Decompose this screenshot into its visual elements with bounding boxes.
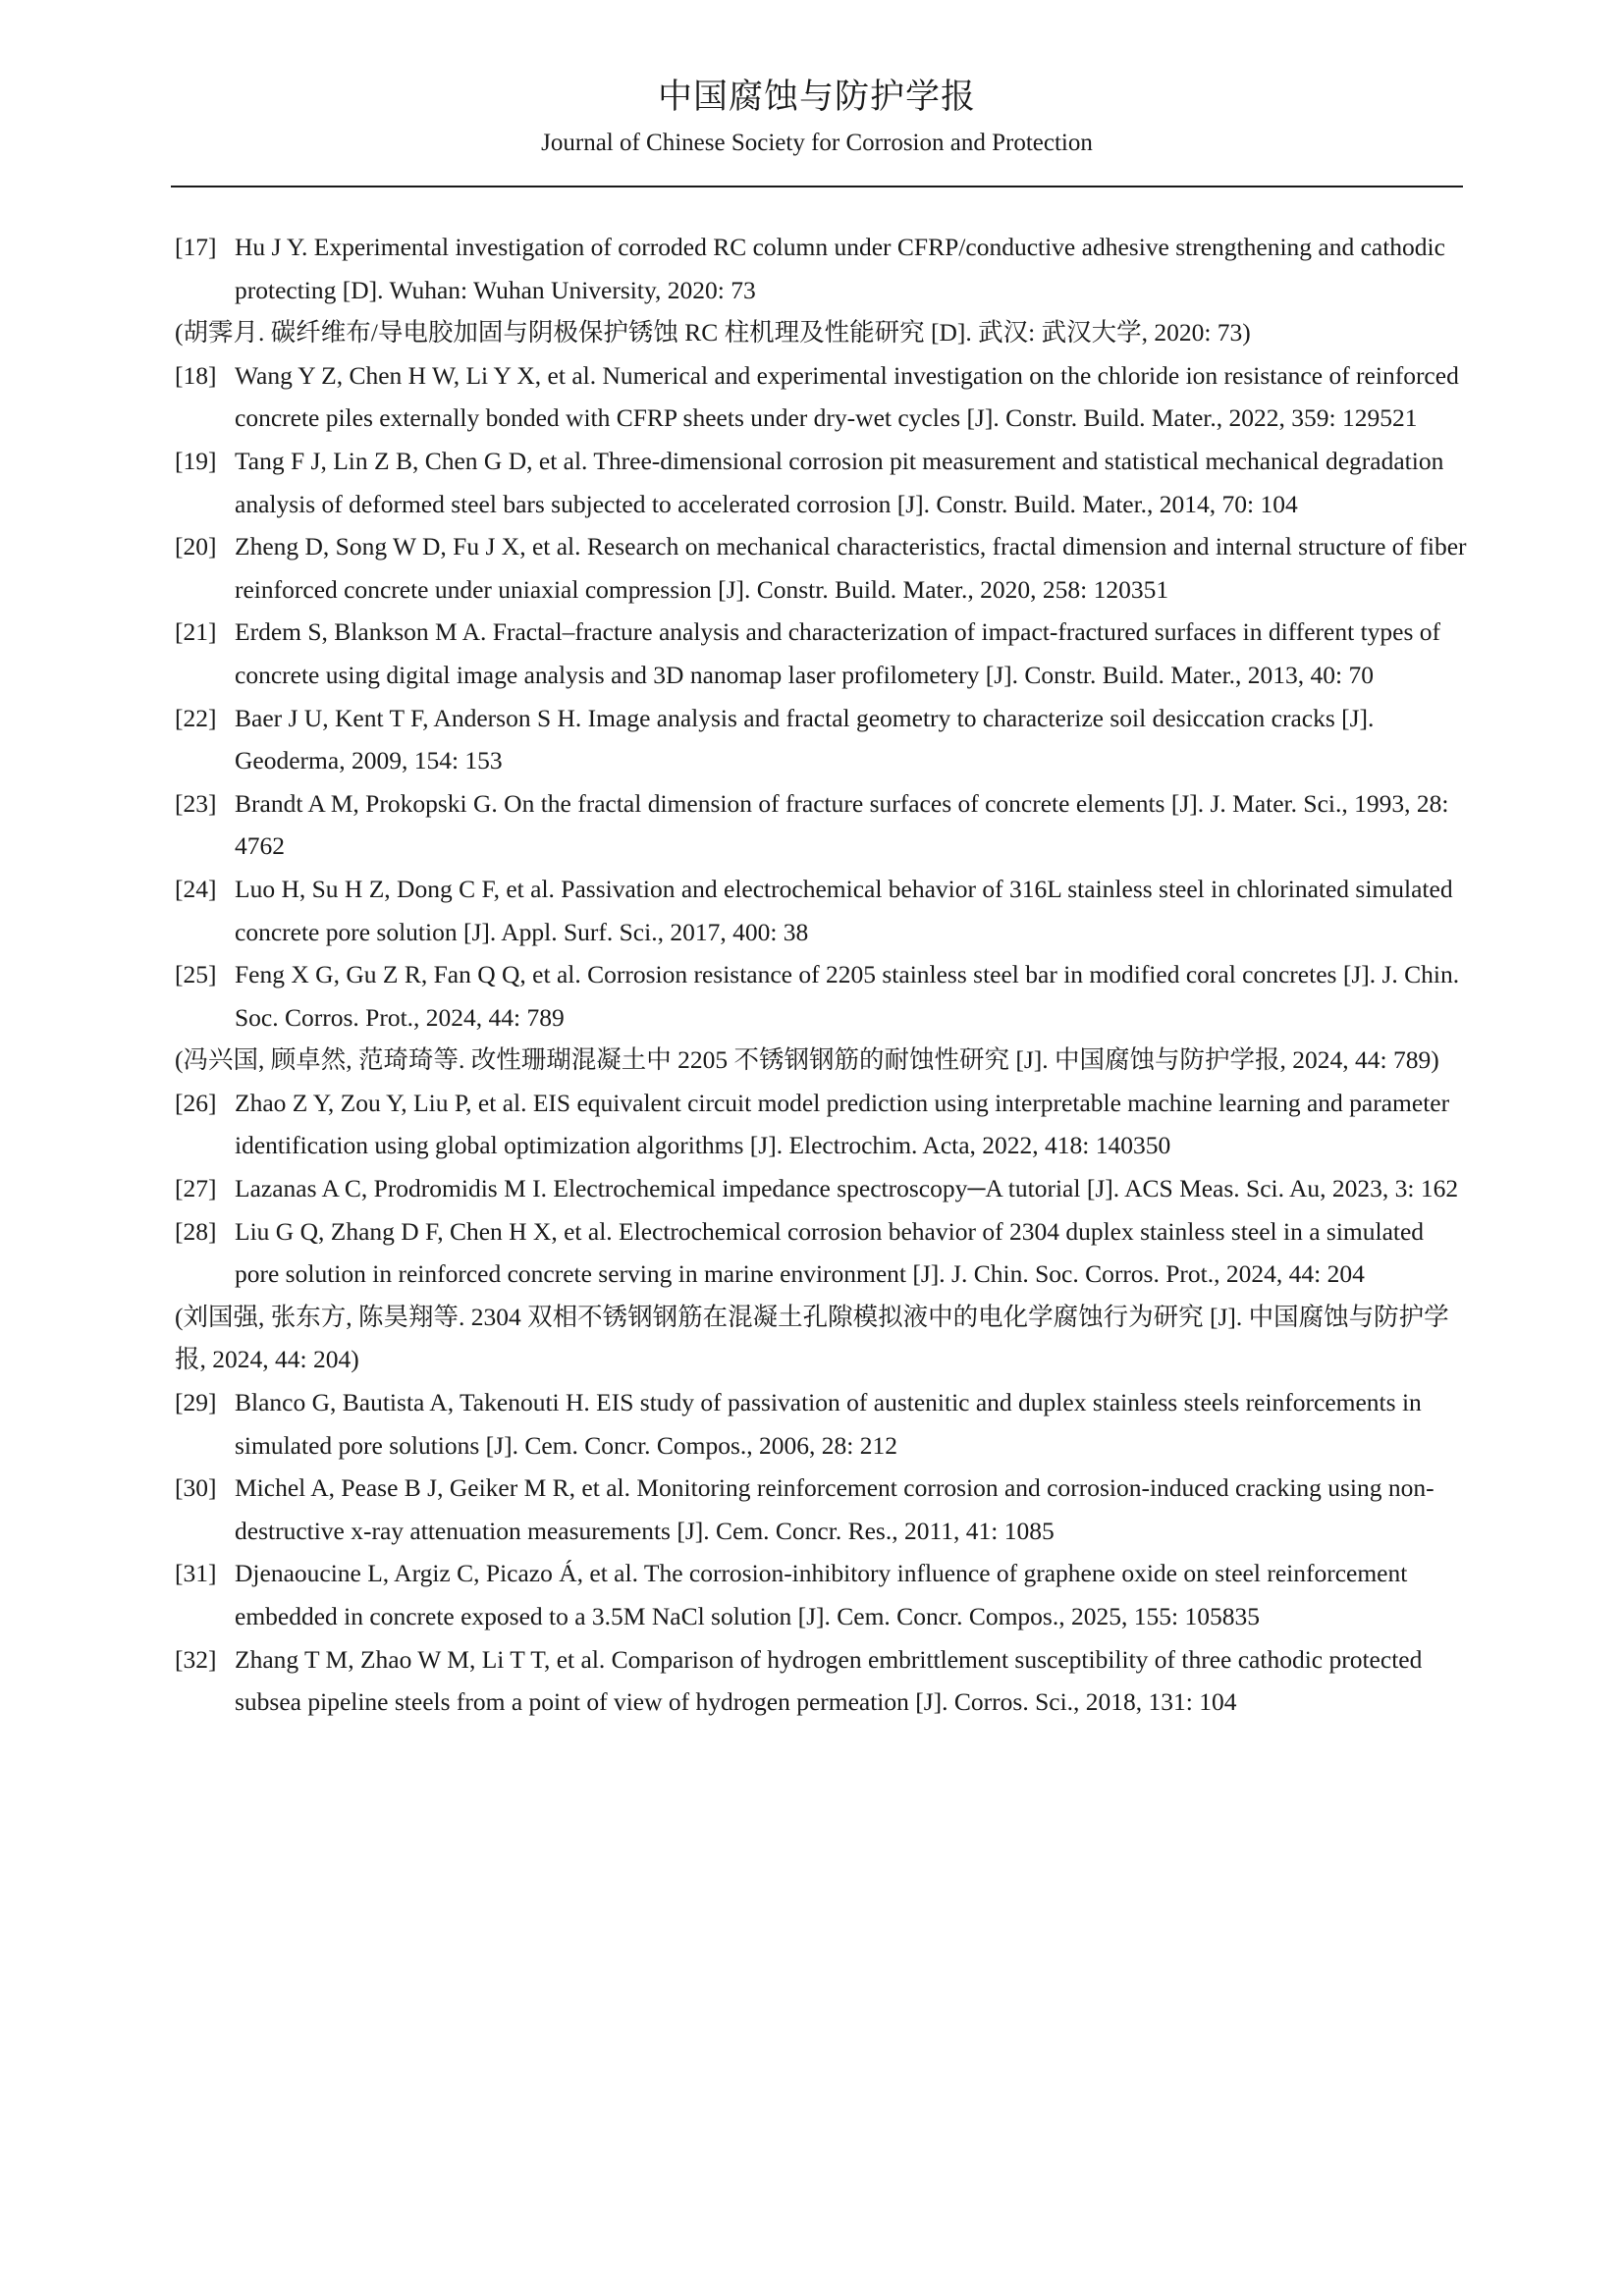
reference-28: [175, 1210, 1467, 1296]
reference-27: [175, 1167, 1467, 1210]
reference-26: [175, 1082, 1467, 1167]
reference-24: [175, 868, 1467, 953]
reference-number: [30]: [175, 1473, 217, 1503]
reference-text: Djenaoucine L, Argiz C, Picazo Á, et al. The corrosion-inhibitory influence of graphene oxide on steel reinforcement embedded in concrete exposed to a 3.5M NaCl solution [J]. Cem. Concr. Compos., 2025, 155: 105835: [235, 1559, 1408, 1630]
reference-number: [24]: [175, 874, 217, 903]
reference-25-chinese: (冯兴国, 顾卓然, 范琦琦等. 改性珊瑚混凝土中 2205 不锈钢钢筋的耐蚀性研究 [J]. 中国腐蚀与防护学报, 2024, 44: 789): [175, 1045, 1439, 1075]
page-header: [171, 75, 1463, 159]
reference-18: [175, 354, 1467, 440]
reference-text: Liu G Q, Zhang D F, Chen H X, et al. Electrochemical corrosion behavior of 2304 duplex stainless steel in a simulated pore solution in reinforced concrete serving in marine environment [J]. J. Chin. Soc. Corros. Prot., 2024, 44: 204: [235, 1216, 1425, 1289]
reference-32: [175, 1638, 1467, 1724]
reference-30: [175, 1467, 1467, 1552]
reference-text: Michel A, Pease B J, Geiker M R, et al. Monitoring reinforcement corrosion and corrosion-induced cracking using non-destructive x-ray attenuation measurements [J]. Cem. Concr. Res., 2011, 41: 1085: [235, 1473, 1435, 1545]
reference-number: [27]: [175, 1174, 217, 1203]
journal-title-cn: 中国腐蚀与防护学报: [657, 78, 976, 116]
reference-text: Erdem S, Blankson M A. Fractal–fracture analysis and characterization of impact-fractured surfaces in different types of concrete using digital image analysis and 3D nanomap laser profilometery [J]. Constr. Build. Mater., 2013, 40: 70: [235, 617, 1441, 689]
reference-number: [19]: [175, 446, 217, 475]
reference-number: [28]: [175, 1216, 217, 1246]
reference-list: [175, 226, 1467, 1724]
reference-text: Tang F J, Lin Z B, Chen G D, et al. Three-dimensional corrosion pit measurement and statistical mechanical degradation analysis of deformed steel bars subjected to accelerated corrosion [J]. Constr. Build. Mater., 2014, 70: 104: [235, 446, 1444, 518]
reference-text: Hu J Y. Experimental investigation of corroded RC column under CFRP/conductive adhesive strengthening and cathodic protecting [D]. Wuhan: Wuhan University, 2020: 73: [235, 233, 1445, 304]
reference-text: Zhang T M, Zhao W M, Li T T, et al. Comparison of hydrogen embrittlement susceptibility of three cathodic protected subsea pipeline steels from a point of view of hydrogen permeation [J]. Corros. Sci., 2018, 131: 104: [235, 1644, 1423, 1717]
reference-text: Blanco G, Bautista A, Takenouti H. EIS study of passivation of austenitic and duplex stainless steels reinforcements in simulated pore solutions [J]. Cem. Concr. Compos., 2006, 28: 212: [235, 1388, 1422, 1460]
reference-17: [175, 226, 1467, 311]
reference-number: [31]: [175, 1559, 217, 1588]
reference-text: Zhao Z Y, Zou Y, Liu P, et al. EIS equivalent circuit model prediction using interpretable machine learning and parameter identification using global optimization algorithms [J]. Electrochim. Acta, 2022, 418: 140350: [235, 1088, 1450, 1160]
reference-text: Zheng D, Song W D, Fu J X, et al. Research on mechanical characteristics, fractal dimension and internal structure of fiber reinforced concrete under uniaxial compression [J]. Constr. Build. Mater., 2020, 258: 120351: [235, 532, 1467, 604]
reference-number: [26]: [175, 1088, 217, 1117]
reference-text: Wang Y Z, Chen H W, Li Y X, et al. Numerical and experimental investigation on the chloride ion resistance of reinforced concrete piles externally bonded with CFRP sheets under dry-wet cycles [J]. Constr. Build. Mater., 2022, 359: 129521: [235, 360, 1459, 433]
reference-19: [175, 440, 1467, 525]
reference-number: [22]: [175, 703, 217, 732]
journal-title-en: Journal of Chinese Society for Corrosion and Protection: [541, 130, 1093, 156]
reference-31: [175, 1552, 1467, 1637]
reference-21: [175, 611, 1467, 696]
header-rule: [171, 186, 1463, 187]
reference-29: [175, 1381, 1467, 1467]
reference-text: Luo H, Su H Z, Dong C F, et al. Passivation and electrochemical behavior of 316L stainless steel in chlorinated simulated concrete pore solution [J]. Appl. Surf. Sci., 2017, 400: 38: [235, 874, 1453, 946]
reference-number: [23]: [175, 788, 217, 818]
reference-number: [25]: [175, 960, 217, 989]
reference-number: [32]: [175, 1644, 217, 1674]
reference-text: Feng X G, Gu Z R, Fan Q Q, et al. Corrosion resistance of 2205 stainless steel bar in modified coral concretes [J]. J. Chin. Soc. Corros. Prot., 2024, 44: 789: [235, 960, 1460, 1032]
reference-28-chinese: (刘国强, 张东方, 陈昊翔等. 2304 双相不锈钢钢筋在混凝土孔隙模拟液中的电化学腐蚀行为研究 [J]. 中国腐蚀与防护学报, 2024, 44: 204): [175, 1302, 1449, 1374]
reference-number: [18]: [175, 360, 217, 390]
reference-number: [20]: [175, 532, 217, 561]
reference-number: [29]: [175, 1388, 217, 1417]
reference-text: Brandt A M, Prokopski G. On the fractal dimension of fracture surfaces of concrete elements [J]. J. Mater. Sci., 1993, 28: 4762: [235, 788, 1449, 861]
reference-23: [175, 782, 1467, 868]
reference-20: [175, 525, 1467, 611]
reference-22: [175, 697, 1467, 782]
reference-text: Baer J U, Kent T F, Anderson S H. Image analysis and fractal geometry to characterize soil desiccation cracks [J]. Geoderma, 2009, 154: 153: [235, 703, 1375, 775]
reference-number: [21]: [175, 617, 217, 647]
reference-25: [175, 953, 1467, 1039]
reference-text: Lazanas A C, Prodromidis M I. Electrochemical impedance spectroscopy─A tutorial [J]. ACS Meas. Sci. Au, 2023, 3: 162: [235, 1174, 1459, 1203]
reference-number: [17]: [175, 233, 217, 261]
reference-17-chinese: (胡霁月. 碳纤维布/导电胶加固与阴极保护锈蚀 RC 柱机理及性能研究 [D]. 武汉: 武汉大学, 2020: 73): [175, 318, 1251, 347]
